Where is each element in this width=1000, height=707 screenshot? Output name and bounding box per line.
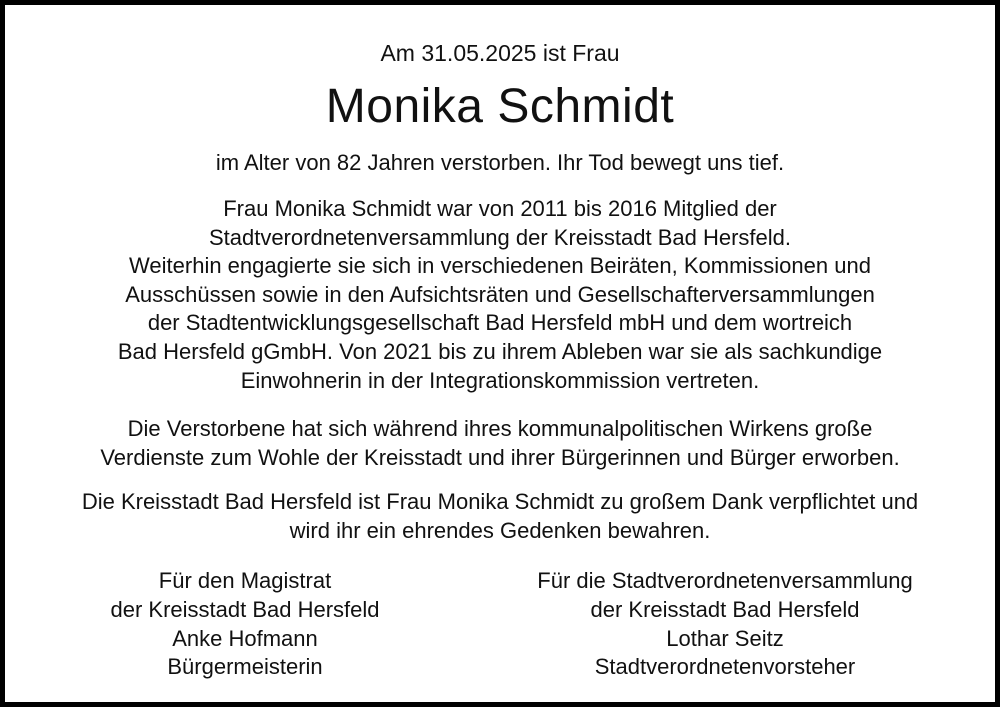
age-line: im Alter von 82 Jahren verstorben. Ihr Tod bewegt uns tief.: [215, 150, 785, 175]
bio-line: Ausschüssen sowie in den Aufsichtsräten und Gesellschafterversammlungen: [125, 281, 875, 307]
signature-role: Stadtverordnetenvorsteher: [594, 654, 856, 680]
bio-line: Weiterhin engagierte sie sich in verschiedenen Beiräten, Kommissionen und: [129, 253, 871, 279]
signature-org-city: der Kreisstadt Bad Hersfeld: [110, 596, 380, 622]
age-paragraph: [5, 149, 995, 178]
bio-line: der Stadtentwicklungsgesellschaft Bad Hersfeld mbH und dem wortreich: [147, 310, 853, 336]
thanks-line: wird ihr ein ehrendes Gedenken bewahren.: [289, 517, 711, 543]
bio-line: Einwohnerin in der Integrationskommission vertreten.: [240, 367, 760, 393]
signature-role: Bürgermeisterin: [167, 654, 323, 680]
signature-org-city: der Kreisstadt Bad Hersfeld: [590, 596, 860, 622]
bio-line: Bad Hersfeld gGmbH. Von 2021 bis zu ihrem Ableben war sie als sachkundige: [117, 338, 883, 364]
bio-line: Stadtverordnetenversammlung der Kreisstadt Bad Hersfeld.: [208, 224, 792, 250]
merit-line: Die Verstorbene hat sich während ihres kommunalpolitischen Wirkens große: [127, 416, 873, 441]
biography-paragraph: [5, 195, 995, 395]
signature-magistrat: [65, 567, 425, 682]
signature-org: Für die Stadtverordnetenversammlung: [537, 568, 913, 593]
signature-person: Lothar Seitz: [666, 625, 784, 651]
thanks-line: Die Kreisstadt Bad Hersfeld ist Frau Monika Schmidt zu großem Dank verpflichtet und: [81, 489, 919, 514]
signature-org: Für den Magistrat: [158, 568, 332, 593]
bio-line: Frau Monika Schmidt war von 2011 bis 2016 Mitglied der: [223, 196, 777, 221]
intro-text: Am 31.05.2025 ist Frau: [380, 40, 620, 66]
deceased-name: Monika Schmidt: [325, 80, 675, 133]
merit-line: Verdienste zum Wohle der Kreisstadt und ihrer Bürgerinnen und Bürger erworben.: [100, 444, 900, 470]
signature-person: Anke Hofmann: [172, 625, 318, 651]
signature-stadtverordnetenversammlung: [505, 567, 945, 682]
merit-paragraph: [5, 415, 995, 472]
thanks-paragraph: [5, 488, 995, 545]
